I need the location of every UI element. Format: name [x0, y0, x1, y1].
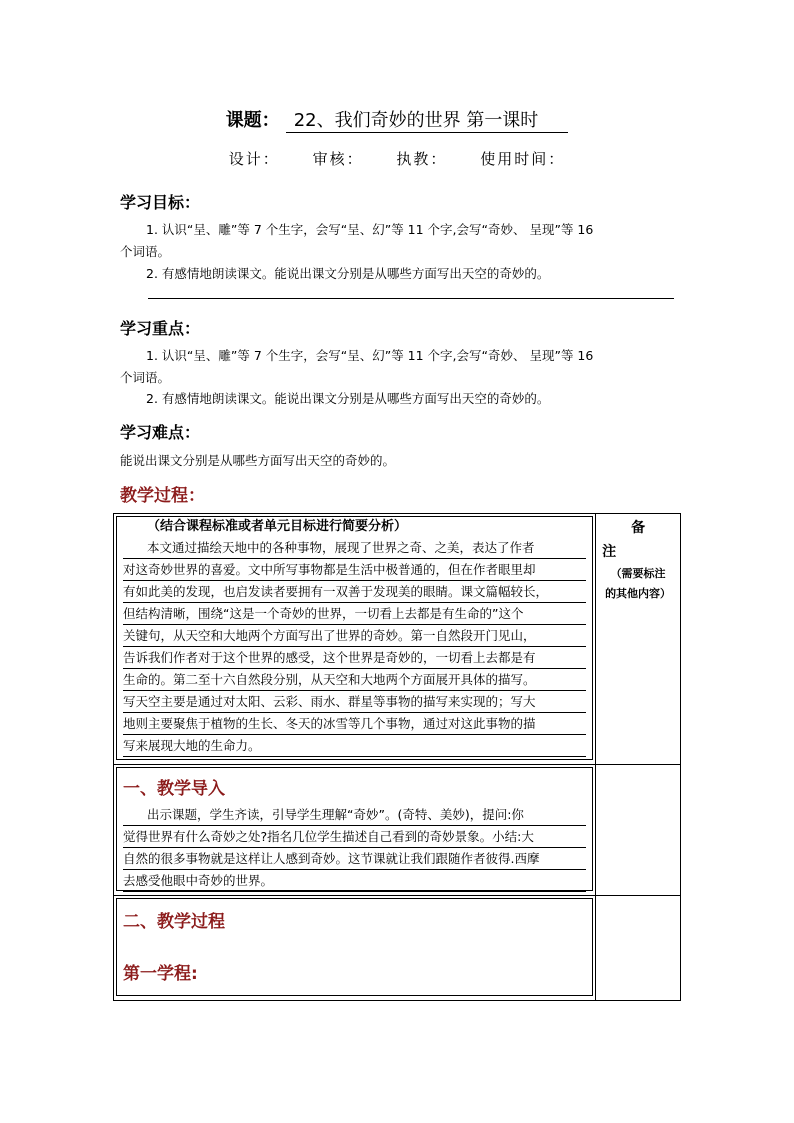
- analysis-cell: [114, 514, 596, 765]
- goals-heading: 学习目标：: [120, 193, 201, 212]
- intro-heading: 一、教学导入: [123, 779, 225, 799]
- focus-heading: 学习重点：: [120, 319, 201, 338]
- analysis-line: 关键句，从天空和大地两个方面写出了世界的奇妙。第一自然段开门见山，: [123, 625, 586, 647]
- goals-line-1-cont: 个词语。: [120, 244, 171, 259]
- meta-date: 使用时间：: [480, 150, 566, 168]
- intro-line: 出示课题，学生齐读，引导学生理解“奇妙”。(奇特、美妙)，提问:你: [123, 804, 586, 826]
- difficulty-heading: 学习难点：: [120, 423, 201, 442]
- focus-line-1: 1. 认识“呈、雕”等 7 个生字，会写“呈、幻”等 11 个字,会写“奇妙、 呈现”等 16: [146, 348, 594, 363]
- note-sub-1: （需要标注: [610, 567, 666, 580]
- intro-line: 去感受他眼中奇妙的世界。: [123, 870, 586, 892]
- intro-cell: [114, 765, 596, 896]
- first-stage-heading: 第一学程:: [123, 964, 198, 984]
- difficulty-text: 能说出课文分别是从哪些方面写出天空的奇妙的。: [120, 453, 396, 468]
- analysis-row: [114, 514, 681, 765]
- goals-line-1: 1. 认识“呈、雕”等 7 个生字，会写“呈、幻”等 11 个字,会写“奇妙、 呈现”等 16: [146, 222, 594, 237]
- process-row: [114, 896, 681, 1001]
- intro-row: [114, 765, 681, 896]
- analysis-line: 生命的。第二至十六自然段分别，从天空和大地两个方面展开具体的描写。: [123, 669, 586, 691]
- title-label: 课题：: [225, 110, 280, 131]
- analysis-line: 对这奇妙世界的喜爱。文中所写事物都是生活中极普通的，但在作者眼里却: [123, 559, 586, 581]
- process-cell: [114, 896, 596, 1001]
- intro-line: 自然的很多事物就是这样让人感到奇妙。这节课就让我们跟随作者彼得.西摩: [123, 848, 586, 870]
- focus-line-2: 2. 有感情地朗读课文。能说出课文分别是从哪些方面写出天空的奇妙的。: [146, 391, 550, 406]
- meta-review: 审核：: [312, 150, 364, 168]
- process-note-cell: [596, 896, 681, 1001]
- process-box: [116, 898, 593, 996]
- goals-line-2: 2. 有感情地朗读课文。能说出课文分别是从哪些方面写出天空的奇妙的。: [146, 266, 550, 281]
- intro-line: 觉得世界有什么奇妙之处?指名几位学生描述自己看到的奇妙景象。小结:大: [123, 826, 586, 848]
- note-title-1: 备: [631, 520, 646, 536]
- analysis-line: 写天空主要是通过对太阳、云彩、雨水、群星等事物的描写来实现的；写大: [123, 691, 586, 713]
- analysis-line: 有如此美的发现，也启发读者要拥有一双善于发现美的眼睛。课文篇幅较长，: [123, 581, 586, 603]
- analysis-line: 告诉我们作者对于这个世界的感受，这个世界是奇妙的，一切看上去都是有: [123, 647, 586, 669]
- analysis-line: 但结构清晰，围绕“这是一个奇妙的世界，一切看上去都是有生命的”这个: [123, 603, 586, 625]
- note-title-2: 注: [602, 544, 617, 560]
- intro-note-cell: [596, 765, 681, 896]
- analysis-line: 地则主要聚焦于植物的生长、冬天的冰雪等几个事物，通过对这此事物的描: [123, 713, 586, 735]
- process-stage-heading: 二、教学过程: [123, 912, 225, 932]
- intro-text: [117, 804, 592, 892]
- analysis-line: 本文通过描绘天地中的各种事物，展现了世界之奇、之美，表达了作者: [123, 537, 586, 559]
- analysis-text: [117, 537, 592, 757]
- intro-box: [116, 767, 593, 891]
- meta-teacher: 执教：: [396, 150, 448, 168]
- process-heading: 教学过程：: [120, 486, 205, 506]
- note-sub-2: 的其他内容）: [605, 587, 672, 600]
- lesson-table: [113, 513, 681, 1001]
- meta-row: [0, 148, 794, 169]
- analysis-box: [116, 516, 593, 760]
- divider: [148, 298, 674, 299]
- analysis-head: （结合课程标准或者单元目标进行简要分析）: [147, 519, 408, 534]
- title-text: 22、我们奇妙的世界 第一课时: [286, 106, 569, 133]
- meta-design: 设计：: [228, 150, 280, 168]
- page-title: [0, 106, 794, 133]
- analysis-line: 写来展现大地的生命力。: [123, 735, 586, 757]
- focus-line-1-cont: 个词语。: [120, 370, 171, 385]
- note-cell: [596, 514, 681, 765]
